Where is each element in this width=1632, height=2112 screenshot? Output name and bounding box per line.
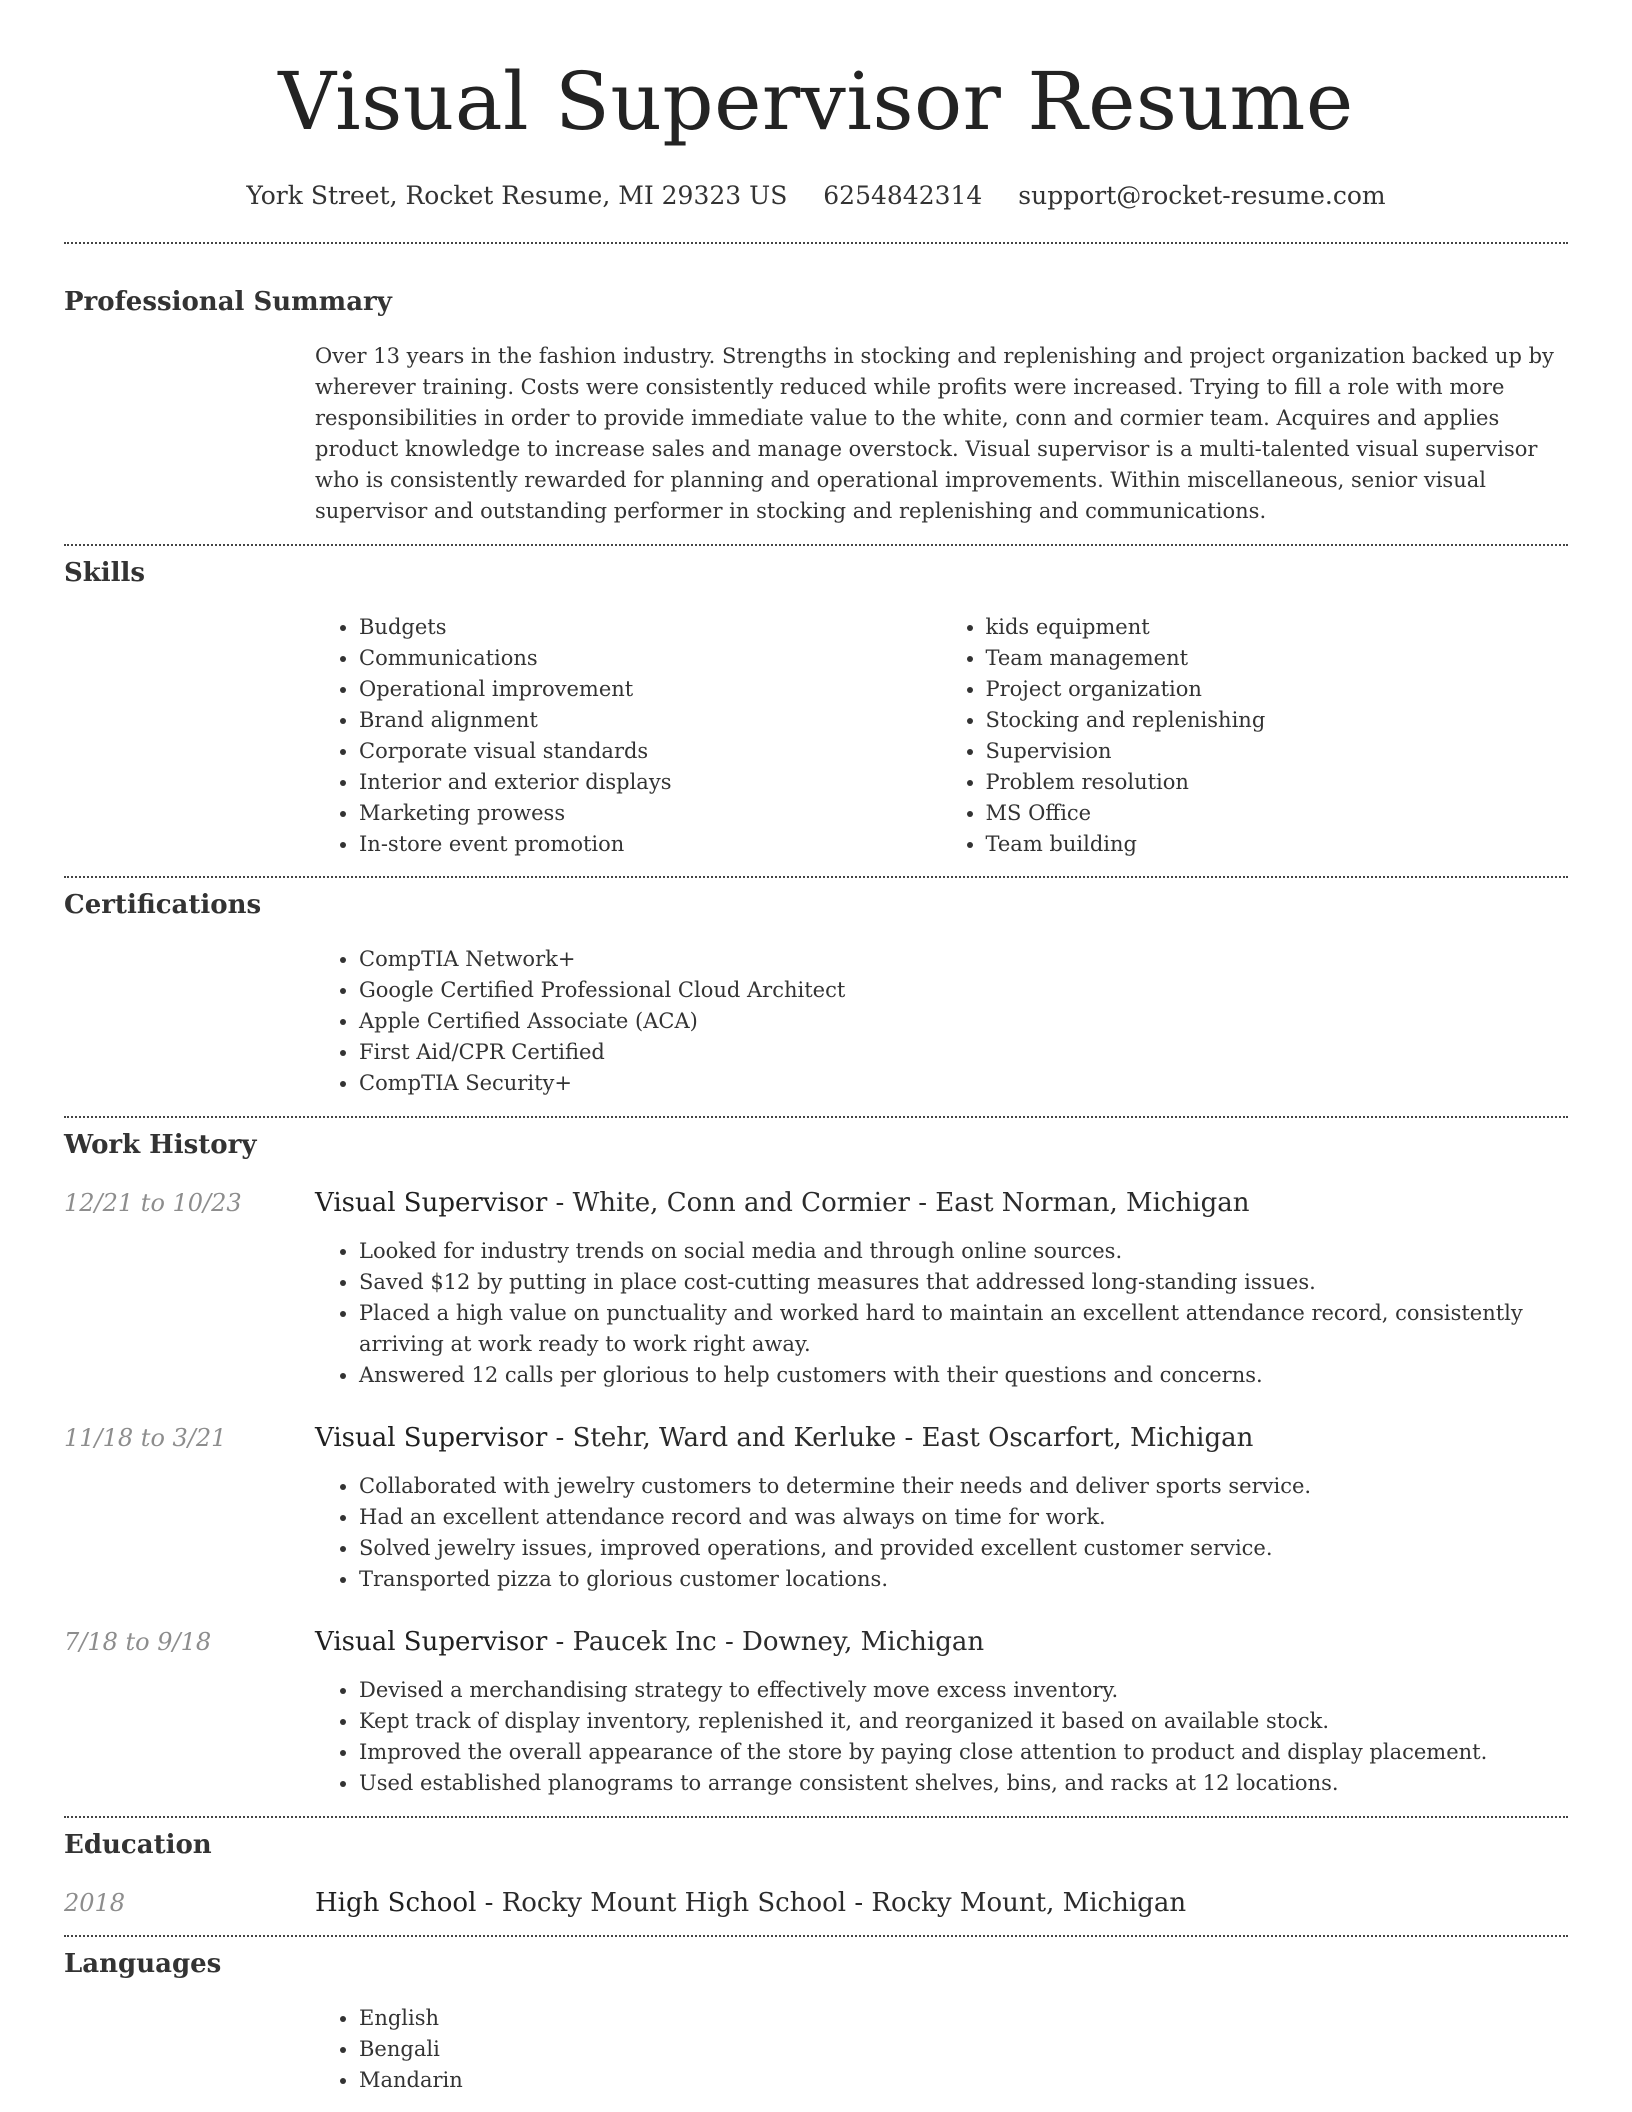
job-title [315,1422,1253,1454]
job-entry [64,1187,1568,1391]
job-bullets [315,1471,1568,1595]
list-item: • Brand alignment [359,705,942,736]
list-item: • CompTIA Network+ [359,944,1568,975]
divider [64,242,1568,244]
education-section [64,1829,1568,1919]
job-title [315,1187,1250,1219]
divider [64,1116,1568,1118]
list-item: • Saved $12 by putting in place cost-cutting measures that addressed long-standing issues. [359,1267,1568,1298]
list-item: • Google Certified Professional Cloud Architect [359,975,1568,1006]
job-role: Visual Supervisor [315,1627,548,1657]
list-item: • Operational improvement [359,674,942,705]
list-item: • Answered 12 calls per glorious to help customers with their questions and concerns. [359,1360,1568,1391]
languages-heading: Languages [64,1949,222,1979]
list-item: • Corporate visual standards [359,736,942,767]
certifications-heading: Certifications [64,890,262,920]
list-item: • Mandarin [359,2065,1568,2096]
list-item: • Used established planograms to arrange consistent shelves, bins, and racks at 12 locations. [359,1768,1568,1799]
work-section [64,1129,1568,1799]
list-item: • Apple Certified Associate (ACA) [359,1006,1568,1037]
list-item: • Devised a merchandising strategy to effectively move excess inventory. [359,1675,1568,1706]
certifications-list [315,944,1568,1099]
job-bullets [315,1675,1568,1799]
job-employer: - Paucek Inc - Downey, Michigan [547,1627,985,1657]
list-item: • Stocking and replenishing [986,705,1569,736]
list-item: • Communications [359,643,942,674]
list-item: • Team building [986,829,1569,860]
list-item: • Looked for industry trends on social media and through online sources. [359,1236,1568,1267]
job-role: Visual Supervisor [315,1188,548,1218]
education-entry [64,1887,1568,1919]
job-dates: 7/18 to 9/18 [64,1628,212,1656]
job-employer: - White, Conn and Cormier - East Norman, Michigan [547,1188,1250,1218]
summary-text: Over 13 years in the fashion industry. Strengths in stocking and replenishing and project organization backed up by wherever training. Costs were consistently reduced while profits were increased. Trying to fill a role with more responsibilities in order to provide immediate value to the white, conn and cormier team. Acquires and applies product knowledge to increase sales and manage overstock. Visual supervisor is a multi-talented visual supervisor who is consistently rewarded for planning and operational improvements. Within miscellaneous, senior visual supervisor and outstanding performer in stocking and replenishing and communications. [315,344,1554,523]
contact-line [64,180,1568,212]
job-dates: 12/21 to 10/23 [64,1189,242,1217]
list-item: • Placed a high value on punctuality and worked hard to maintain an excellent attendance record, consistently arriving at work ready to work right away. [359,1298,1568,1360]
job-entry [64,1422,1568,1595]
summary-heading: Professional Summary [64,287,392,317]
contact-email: support@rocket-resume.com [1018,181,1386,210]
skills-list-right [942,612,1569,860]
list-item: • Budgets [359,612,942,643]
education-title [315,1887,1186,1919]
resume-title: Visual Supervisor Resume [278,55,1354,148]
education-school: - Rocky Mount High School - Rocky Mount, Michigan [476,1888,1187,1918]
job-role: Visual Supervisor [315,1423,548,1453]
summary-section [64,286,1568,527]
skills-heading: Skills [64,558,146,588]
list-item: • Kept track of display inventory, replenished it, and reorganized it based on available stock. [359,1706,1568,1737]
certifications-section [64,889,1568,1099]
divider [64,544,1568,546]
work-heading: Work History [64,1130,257,1160]
list-item: • Supervision [986,736,1569,767]
list-item: • Team management [986,643,1569,674]
resume-page [64,0,1568,2096]
education-heading: Education [64,1830,212,1860]
list-item: • Had an excellent attendance record and was always on time for work. [359,1502,1568,1533]
list-item: • Collaborated with jewelry customers to determine their needs and deliver sports service. [359,1471,1568,1502]
contact-phone: 6254842314 [823,181,983,210]
divider [64,1816,1568,1818]
divider [64,876,1568,878]
list-item: • Improved the overall appearance of the store by paying close attention to product and display placement. [359,1737,1568,1768]
job-employer: - Stehr, Ward and Kerluke - East Oscarfort, Michigan [547,1423,1254,1453]
divider [64,1935,1568,1937]
list-item: • Transported pizza to glorious customer locations. [359,1564,1568,1595]
list-item: • Interior and exterior displays [359,767,942,798]
list-item: • First Aid/CPR Certified [359,1037,1568,1068]
education-degree: High School [315,1888,477,1918]
job-entry [64,1626,1568,1799]
contact-address: York Street, Rocket Resume, MI 29323 US [246,181,788,210]
education-date: 2018 [64,1889,126,1917]
list-item: • MS Office [986,798,1569,829]
list-item: • Marketing prowess [359,798,942,829]
list-item: • Problem resolution [986,767,1569,798]
list-item: • kids equipment [986,612,1569,643]
list-item: • In-store event promotion [359,829,942,860]
list-item: • Bengali [359,2034,1568,2065]
languages-list [315,2003,1568,2096]
job-title [315,1626,984,1658]
list-item: • CompTIA Security+ [359,1068,1568,1099]
job-dates: 11/18 to 3/21 [64,1424,227,1452]
skills-list-left [315,612,942,860]
list-item: • English [359,2003,1568,2034]
list-item: • Solved jewelry issues, improved operations, and provided excellent customer service. [359,1533,1568,1564]
list-item: • Project organization [986,674,1569,705]
job-bullets [315,1236,1568,1391]
languages-section [64,1948,1568,2096]
skills-section [64,557,1568,860]
